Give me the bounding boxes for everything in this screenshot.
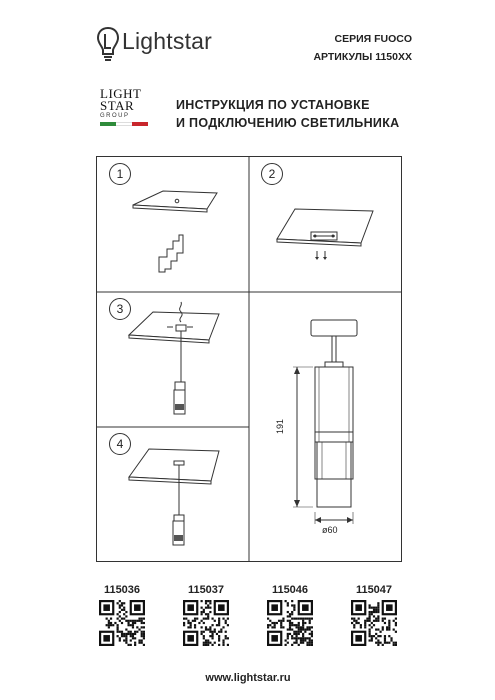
step-panel-3 [97, 292, 249, 427]
lightstar-group-logo [100, 88, 150, 136]
articles-line: АРТИКУЛЫ 1150XX [313, 51, 412, 63]
group-logo-line3: GROUP [100, 113, 130, 119]
article-item [344, 584, 404, 651]
article-item [176, 584, 236, 651]
qr-code-icon [351, 600, 397, 646]
series-info [313, 30, 412, 66]
article-number: 115036 [103, 584, 141, 596]
qr-code-icon [267, 600, 313, 646]
pendant-dimensions-drawing [249, 292, 401, 561]
height-dimension-label: 191 [275, 418, 285, 434]
step-panel-2 [249, 157, 401, 292]
title-line1: ИНСТРУКЦИЯ ПО УСТАНОВКЕ [176, 98, 370, 112]
final-assembly-illustration [97, 427, 249, 561]
qr-code-icon [183, 600, 229, 646]
step-number-3: 3 [109, 298, 131, 320]
instruction-grid [96, 156, 402, 562]
article-number: 115047 [355, 584, 393, 596]
brand-logo [96, 24, 296, 64]
diameter-dimension-label: ø60 [322, 525, 338, 535]
article-item [92, 584, 152, 651]
series-line: СЕРИЯ FUOCO [334, 33, 412, 45]
step-panel-1 [97, 157, 249, 292]
qr-code-icon [99, 600, 145, 646]
website-link[interactable]: www.lightstar.ru [205, 672, 291, 684]
title-line2: И ПОДКЛЮЧЕНИЮ СВЕТИЛЬНИКА [176, 116, 400, 130]
step-number-1: 1 [109, 163, 131, 185]
article-codes [96, 584, 408, 644]
article-item [260, 584, 320, 651]
group-logo-line1: LIGHT [100, 86, 142, 101]
article-number: 115037 [187, 584, 225, 596]
lightbulb-icon [96, 24, 120, 64]
step-number-2: 2 [261, 163, 283, 185]
ceiling-plate-drilling-illustration [97, 157, 249, 292]
group-logo-line2: STAR [100, 98, 135, 113]
step-number-4: 4 [109, 433, 131, 455]
wire-connection-illustration [97, 292, 249, 427]
dimensions-panel [249, 292, 401, 561]
brand-name: Lightstar [122, 28, 213, 54]
step-panel-4 [97, 427, 249, 561]
instruction-title [176, 96, 416, 132]
italian-flag-stripe [100, 122, 148, 126]
mounting-bracket-illustration [249, 157, 401, 292]
article-number: 115046 [271, 584, 309, 596]
